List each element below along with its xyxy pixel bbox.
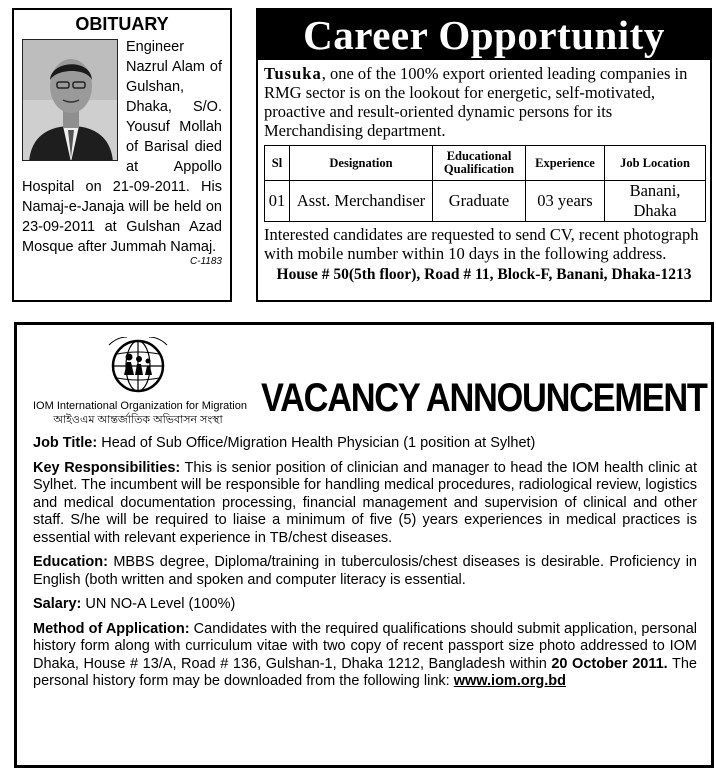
- download-link[interactable]: www.iom.org.bd: [453, 673, 566, 689]
- header-designation: Designation: [290, 146, 433, 181]
- education-text: MBBS degree, Diploma/training in tuberculosis/chest diseases is desirable. Proficiency in English (both written and spoken and computer literacy is essential.: [33, 554, 697, 588]
- iom-logo-icon: [107, 337, 169, 395]
- org-name-english: IOM International Organization for Migration: [33, 400, 247, 412]
- iom-vacancy-box: [14, 322, 714, 768]
- iom-content: [33, 435, 697, 698]
- cell-qualification: Graduate: [433, 181, 526, 222]
- company-name: Tusuka: [264, 64, 322, 83]
- org-name-bangla: আইওএম আন্তর্জাতিক অভিবাসন সংস্থা: [53, 414, 223, 426]
- method-paragraph: [33, 621, 697, 691]
- portrait-image: [23, 40, 118, 161]
- salary-label: Salary:: [33, 596, 82, 612]
- career-intro: [258, 60, 710, 140]
- career-address: House # 50(5th floor), Road # 11, Block-F, Banani, Dhaka-1213: [276, 266, 692, 283]
- vacancy-heading: VACANCY ANNOUNCEMENT: [261, 376, 707, 420]
- vacancy-table: [264, 145, 706, 222]
- job-title-text: Head of Sub Office/Migration Health Physician (1 position at Sylhet): [97, 435, 536, 451]
- method-label: Method of Application:: [33, 620, 190, 637]
- deadline-date: 20 October 2011.: [551, 655, 668, 672]
- career-title: Career Opportunity: [258, 10, 710, 60]
- responsibilities-label: Key Responsibilities:: [33, 459, 181, 476]
- header-sl: Sl: [265, 146, 290, 181]
- obituary-body: [22, 37, 222, 257]
- career-instructions: Interested candidates are requested to send CV, recent photograph with mobile number within 10 days in the following address.: [264, 225, 699, 263]
- cell-location: Banani, Dhaka: [605, 181, 706, 222]
- education-label: Education:: [33, 554, 108, 570]
- cell-experience: 03 years: [526, 181, 605, 222]
- education-paragraph: [33, 554, 697, 589]
- responsibilities-text: This is senior position of clinician and manager to head the IOM health clinic at Sylhet. The incumbent will be responsible for handling medical procedures, radiological review, logistics and medical documentation processing, financial management and supervision of clinical and other staff. S/he will be required to liaise a minimum of five (5) years experiences in medical practices is essential with relevant experience in TB/chest diseases.: [33, 459, 697, 546]
- career-intro-text: , one of the 100% export oriented leading companies in RMG sector is on the lookout for energetic, self-motivated, proactive and result-oriented dynamic persons for its Merchandising department.: [264, 64, 688, 140]
- cell-sl: 01: [265, 181, 290, 222]
- table-header-row: [265, 146, 706, 181]
- header-location: Job Location: [605, 146, 706, 181]
- obituary-code: C-1183: [189, 256, 222, 267]
- obituary-heading: OBITUARY: [75, 14, 169, 34]
- cell-designation: Asst. Merchandiser: [290, 181, 433, 222]
- method-text: Candidates with the required qualifications should submit application, personal history form along with curriculum vitae with two copy of recent passport size photo addressed to IOM Dhaka, House # 13/A, Road # 136, Gulshan-1, Dhaka 1212, Bangladesh within: [33, 620, 697, 672]
- table-row: [265, 181, 706, 222]
- obituary-box: [12, 8, 232, 302]
- iom-logo-block: [33, 337, 247, 437]
- salary-text: UN NO-A Level (100%): [81, 596, 236, 612]
- career-ad-box: [256, 8, 712, 302]
- obituary-text: Engineer Nazrul Alam of Gulshan, Dhaka, S/O. Yousuf Mollah of Barisal died at Appollo Hospital on 21-09-2011. His Namaj-e-Janaja will be held on 23-09-2011 at Gulshan Azad Mosque after Jummah Namaj.: [22, 39, 222, 255]
- job-title-label: Job Title:: [33, 435, 98, 451]
- salary-paragraph: [33, 596, 697, 614]
- header-experience: Experience: [526, 146, 605, 181]
- obituary-photo: [22, 39, 118, 161]
- job-title-paragraph: [33, 435, 697, 453]
- method-tail-text: The personal history form may be downloaded from the following link:: [33, 655, 697, 689]
- responsibilities-paragraph: [33, 460, 697, 548]
- header-qualification: Educational Qualification: [433, 146, 526, 181]
